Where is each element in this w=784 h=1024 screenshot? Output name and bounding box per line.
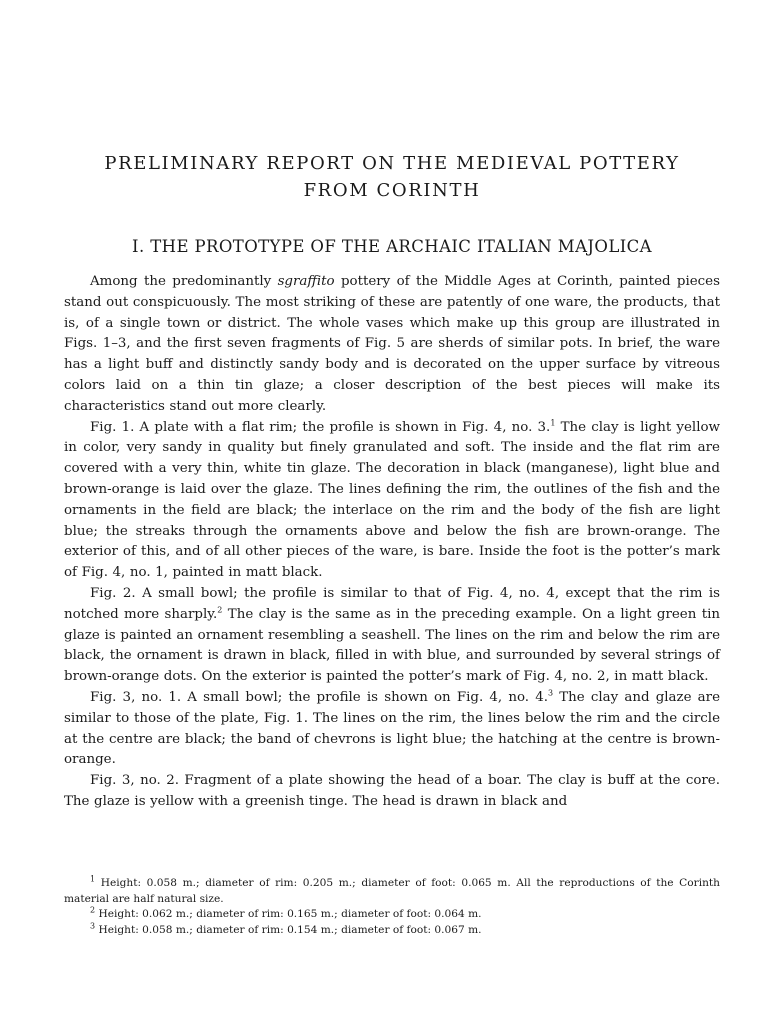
- footnote-3: $^3$ Height: 0.058 m.; diameter of rim: 0.154 m.; diameter of foot: 0.067 m.: [90, 921, 482, 936]
- footnote-ref-3: 3: [547, 688, 554, 698]
- emphasis-sgraffito: sgraffito: [277, 274, 335, 289]
- footnote-ref-2: 2: [217, 605, 223, 615]
- paragraph-5: Fig. 3, no. 2. Fragment of a plate showing the head of a boar. The clay is buff at the core. The glaze is yellow with a greenish tinge. The head is drawn in black and: [64, 773, 720, 809]
- footnote-1: $^1$ Height: 0.058 m.; diameter of rim: 0.205 m.; diameter of foot: 0.065 m. All the reproductions of the Corinth material are half natural size.: [64, 874, 721, 905]
- body-text: [64, 272, 720, 813]
- footnote-2: $^2$ Height: 0.062 m.; diameter of rim: 0.165 m.; diameter of foot: 0.064 m.: [90, 905, 482, 921]
- section-heading: I. THE PROTOTYPE OF THE ARCHAIC ITALIAN MAJOLICA: [132, 237, 652, 256]
- article-title: [64, 150, 720, 204]
- title-line-1: PRELIMINARY REPORT ON THE MEDIEVAL POTTERY: [104, 153, 680, 174]
- footnotes: [64, 876, 720, 938]
- title-line-2: FROM CORINTH: [303, 180, 481, 201]
- paragraph-3: Fig. 2. A small bowl; the profile is similar to that of Fig. 4, no. 4, except that the rim is notched more sharply.$^2$ The clay is the same as in the preceding example. On a light green tin glaze is painted an ornament resembling a seashell. The lines on the rim and below the rim are black, the ornament is drawn in black, filled in with blue, and surrounded by several strings of brown-orange dots. On the exterior is painted the potter’s mark of Fig. 4, no. 2, in matt black.: [64, 585, 720, 685]
- paragraph-2: Fig. 1. A plate with a flat rim; the profile is shown in Fig. 4, no. 3.$^1$ The clay is light yellow in color, very sandy in quality but finely granulated and soft. The inside and the flat rim are covered with a very thin, white tin glaze. The decoration in black (manganese), light blue and brown-orange is laid over the glaze. The lines defining the rim, the outlines of the fish and the ornaments in the field are black; the interlace on the rim and the body of the fish are light blue; the streaks through the ornaments above and below the fish are brown-orange. The exterior of this, and of all other pieces of the ware, is bare. Inside the foot is the potter’s mark of Fig. 4, no. 1, painted in matt black.: [64, 418, 721, 581]
- paragraph-1: Among the predominantly sgraffito pottery of the Middle Ages at Corinth, painted pieces stand out conspicuously. The most striking of these are patently of one ware, the products, that is, of a single town or district. The whole vases which make up this group are illustrated in Figs. 1–3, and the first seven fragments of Fig. 5 are sherds of similar pots. In brief, the ware has a light buff and distinctly sandy body and is decorated on the upper surface by vitreous colors laid on a thin tin glaze; a closer description of the best pieces will make its characteristics stand out more clearly.: [64, 274, 720, 414]
- footnote-ref-1: 1: [550, 418, 556, 428]
- paragraph-4: Fig. 3, no. 1. A small bowl; the profile is shown on Fig. 4, no. 4.$^3$ The clay and glaze are similar to those of the plate, Fig. 1. The lines on the rim, the lines below the rim and the circle at the centre are black; the band of chevrons is light blue; the hatching at the centre is brown-orange.: [64, 688, 720, 768]
